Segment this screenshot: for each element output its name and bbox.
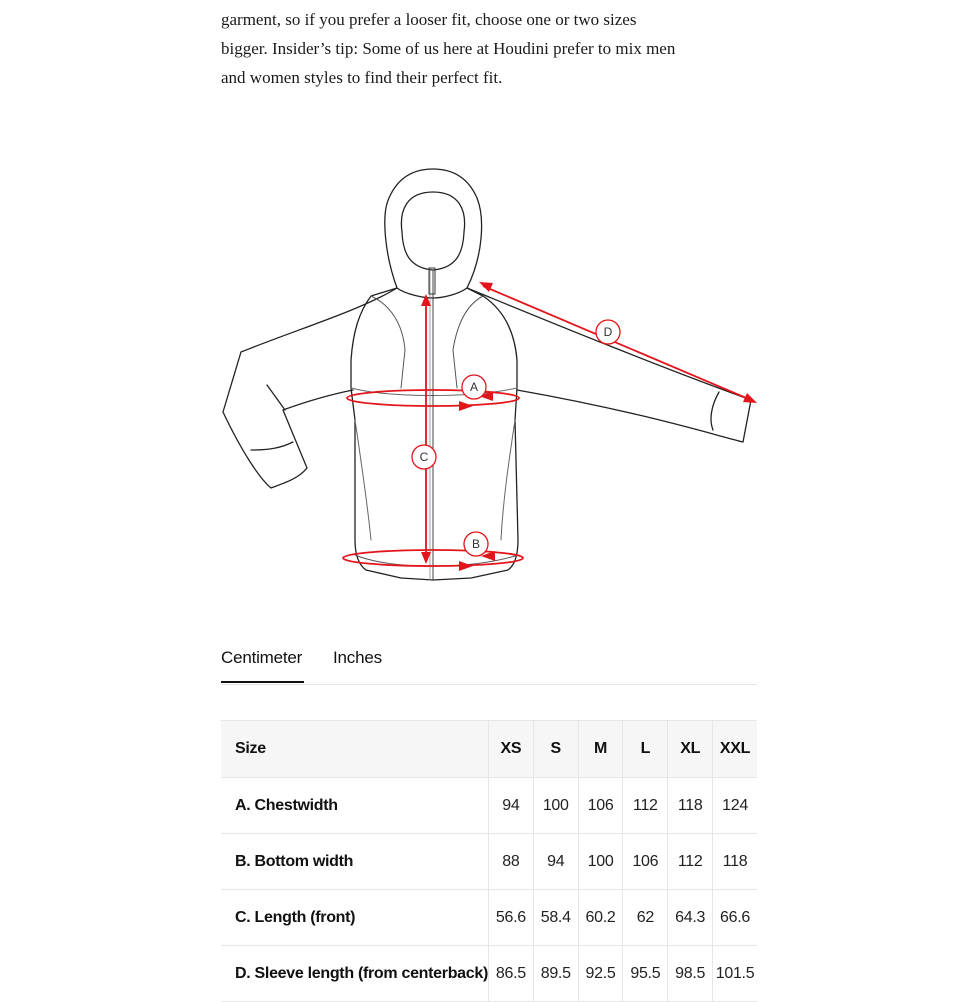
intro-line: garment, so if you prefer a looser fit, choose one or two sizes	[221, 10, 637, 29]
table-cell: 112	[623, 778, 668, 834]
table-cell: 58.4	[533, 890, 578, 946]
jacket-measurement-diagram	[221, 160, 761, 600]
row-label: A. Chestwidth	[221, 778, 489, 834]
marker-a: A	[469, 380, 479, 394]
table-cell: 60.2	[578, 890, 623, 946]
table-cell: 112	[668, 834, 713, 890]
measure-sleeve	[483, 286, 751, 400]
table-cell: 106	[623, 834, 668, 890]
intro-line: and women styles to find their perfect fit.	[221, 68, 503, 87]
table-cell: 98.5	[668, 946, 713, 1002]
table-header: S	[533, 721, 578, 778]
table-cell: 92.5	[578, 946, 623, 1002]
table-header-row	[221, 721, 757, 778]
table-header: M	[578, 721, 623, 778]
table-cell: 89.5	[533, 946, 578, 1002]
table-cell: 66.6	[713, 890, 757, 946]
table-cell: 94	[533, 834, 578, 890]
jacket-sleeve-right	[467, 288, 751, 442]
table-cell: 64.3	[668, 890, 713, 946]
intro-line: bigger. Insider’s tip: Some of us here at Houdini prefer to mix men	[221, 39, 676, 58]
intro-text	[221, 5, 757, 92]
row-label: C. Length (front)	[221, 890, 489, 946]
table-cell: 100	[533, 778, 578, 834]
sleeve-cuff-right	[711, 392, 719, 430]
table-cell: 106	[578, 778, 623, 834]
marker-c: C	[419, 450, 429, 464]
size-guide	[221, 0, 757, 982]
table-row	[221, 834, 757, 890]
table-row	[221, 778, 757, 834]
table-cell: 95.5	[623, 946, 668, 1002]
marker-b: B	[471, 537, 481, 551]
row-label: D. Sleeve length (from centerback)	[221, 946, 489, 1002]
hood-inner	[401, 192, 464, 270]
table-header-size: Size	[221, 721, 489, 778]
table-cell: 118	[668, 778, 713, 834]
table-cell: 56.6	[489, 890, 534, 946]
table-cell: 124	[713, 778, 757, 834]
jacket-body-left	[351, 288, 433, 580]
table-cell: 88	[489, 834, 534, 890]
tab-inches[interactable]: Inches	[333, 648, 382, 667]
size-table	[221, 720, 757, 1002]
sleeve-cuff-left	[251, 442, 293, 450]
table-cell: 62	[623, 890, 668, 946]
table-row	[221, 890, 757, 946]
row-label: B. Bottom width	[221, 834, 489, 890]
unit-tabs	[221, 640, 757, 685]
table-cell: 94	[489, 778, 534, 834]
jacket-sleeve-left	[223, 288, 397, 488]
table-header: XS	[489, 721, 534, 778]
table-header: XL	[668, 721, 713, 778]
tab-centimeter[interactable]: Centimeter	[221, 648, 303, 667]
table-cell: 86.5	[489, 946, 534, 1002]
table-cell: 100	[578, 834, 623, 890]
marker-d: D	[603, 325, 613, 339]
table-header: L	[623, 721, 668, 778]
table-cell: 101.5	[713, 946, 757, 1002]
active-tab-indicator	[221, 681, 304, 683]
table-row	[221, 946, 757, 1002]
table-cell: 118	[713, 834, 757, 890]
table-header: XXL	[713, 721, 757, 778]
